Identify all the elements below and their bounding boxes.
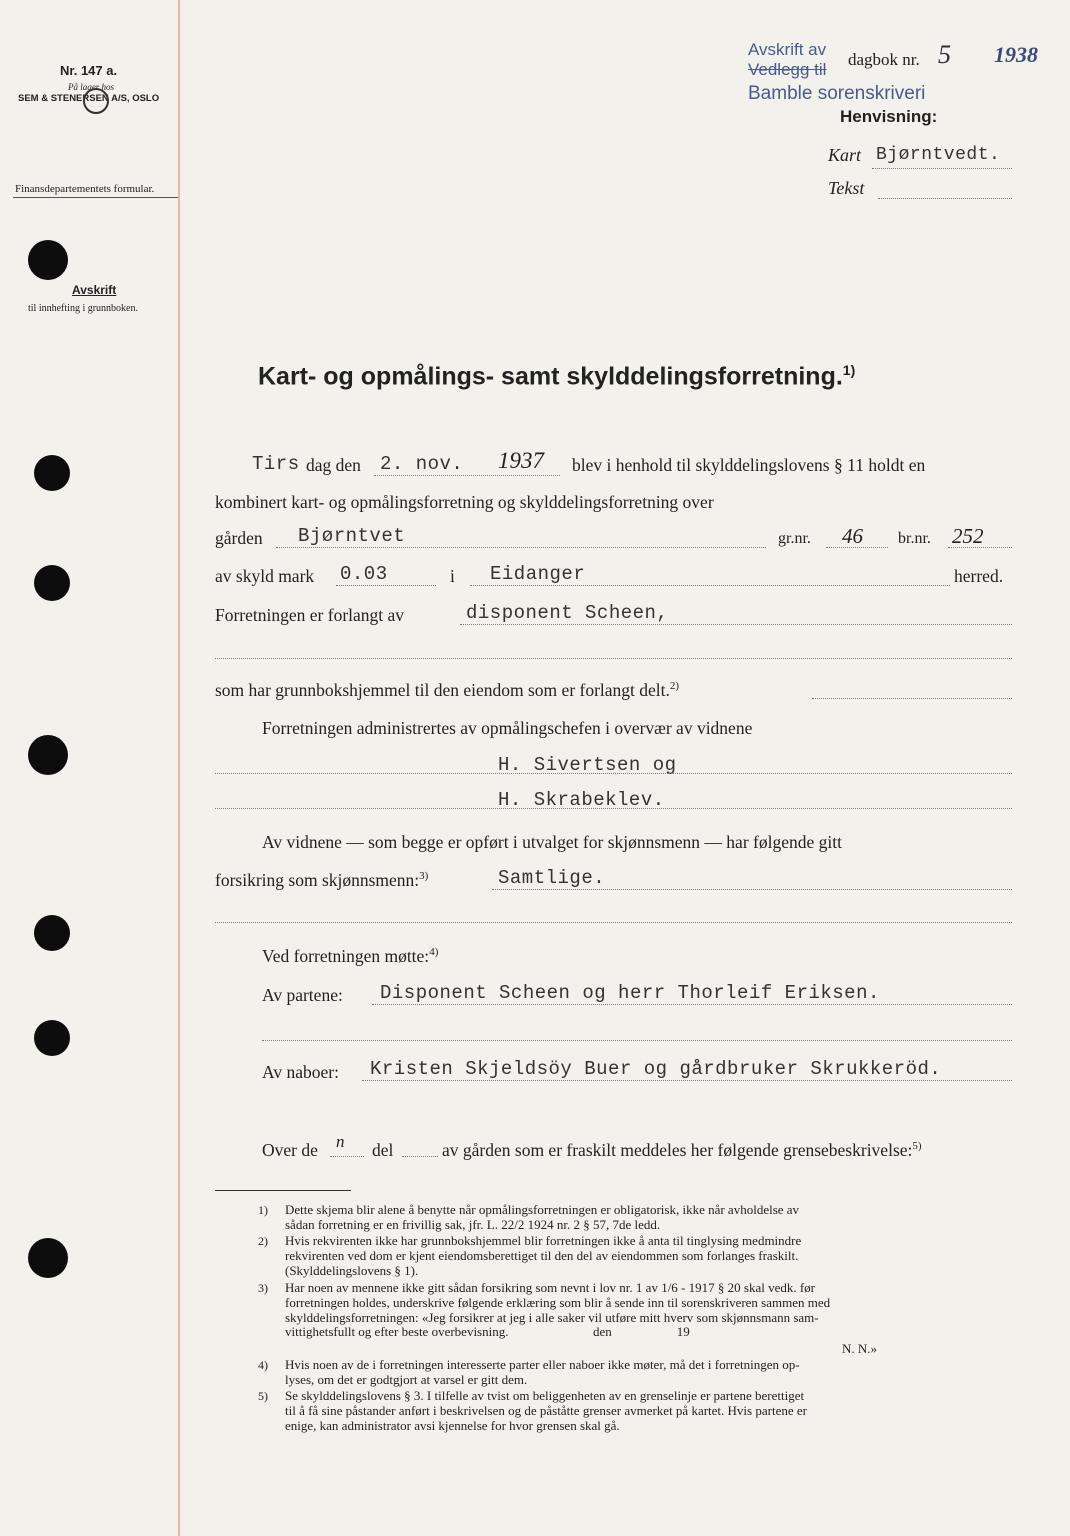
grunnbok-line [812,698,1012,699]
avskrift-note: til innhefting i grunnboken. [28,303,138,314]
garden-line [276,547,766,548]
footnote-line: Hvis rekvirenten ikke har grunnbokshjemmel blir forretningen ikke å anta til tinglysing medmindre [285,1233,802,1248]
stamp-year: 1938 [994,42,1038,67]
footnote-line: Hvis noen av de i forretningen interesserte parter eller naboer ikke møter, må det i forretningen op- [285,1357,800,1372]
partene-line [372,1004,1012,1005]
footnote-line: Se skylddelingslovens § 3. I tilfelle av tvist om beliggenheten av en grenselinje er partene berettiget [285,1388,805,1403]
vidne-1: H. Sivertsen og [498,754,677,776]
footnote-divider [215,1190,351,1191]
skyld-value: 0.03 [340,563,388,585]
grnr-value: 46 [842,524,863,548]
henvisning-label: Henvisning: [840,107,938,126]
kart-label: Kart [828,145,862,165]
binder-hole [28,240,68,280]
printer-logo [83,88,109,114]
blank-line [215,922,1012,923]
dag-den: dag den [306,455,361,475]
footnote-number: 2) [258,1234,268,1248]
herred-line [470,585,950,586]
margin-rule [178,0,180,1536]
footnote-line: enige, kan administrator avsi kjennelse for hvor grensen skal gå. [285,1417,620,1433]
grnr-label: gr.nr. [778,530,811,547]
binder-hole [34,1020,70,1056]
footnote-5 [285,1389,807,1433]
binder-hole [34,915,70,951]
footnote-line: vittighetsfullt og efter beste overbevisning. den 19 [285,1324,690,1340]
footnote-3 [285,1281,830,1340]
naboer-label: Av naboer: [262,1062,339,1082]
partene-value: Disponent Scheen og herr Thorleif Eriksen. [380,982,880,1004]
brnr-label: br.nr. [898,530,931,547]
date-line [374,475,560,476]
vidne-line-2 [215,808,1012,809]
printer-line: På lager hos [68,82,114,92]
garden-value: Bjørntvet [298,525,406,547]
blank-line [262,1040,1012,1041]
kart-line [872,168,1012,169]
brnr-line [948,547,1012,548]
over-de-value: n [336,1132,345,1151]
footnote-signature: N. N.» [842,1341,878,1356]
binder-hole [28,1238,68,1278]
printer-name: SEM & STENERSEN A/S, OSLO [18,93,160,104]
tekst-line [878,198,1012,199]
footnote-line: rekvirenten ved dom er kjent eiendomsberettiget til den del av eiendommen som forlanges fraskilt. [285,1247,799,1263]
skyld-line [336,585,436,586]
grunnbok-sentence: som har grunnbokshjemmel til den eiendom som er forlangt delt. [215,680,670,700]
motte-note: 4) [429,946,439,959]
line1-rest: blev i henhold til skylddelingslovens § 11 holdt en [572,455,926,475]
date-value: 2. nov. [380,453,464,475]
title-note: 1) [842,362,856,378]
footnote-number: 1) [258,1203,268,1217]
naboer-line [362,1080,1012,1081]
form-number: Nr. 147 a. [60,63,118,78]
footnote-number: 3) [258,1281,268,1295]
footnote-line: sådan forretning er en frivillig sak, jfr. L. 22/2 1924 nr. 2 § 57, 7de ledd. [285,1216,661,1232]
footnote-number: 4) [258,1358,268,1372]
footnote-4 [285,1358,800,1388]
dagbok-number: 5 [938,40,951,69]
forsikring-value: Samtlige. [498,867,606,889]
footnote-line: forretningen holdes, underskrive følgende erklæring som blir å sende inn til sorenskriveren sammen med [285,1294,831,1310]
kart-value: Bjørntvedt. [876,145,1001,165]
herred-label: herred. [954,566,1004,586]
footnote-line: Har noen av mennene ikke gitt sådan forsikring som nevnt i lov nr. 1 av 1/6 - 1917 § 20 skal vedk. før [285,1280,816,1295]
forlangt-line [460,624,1012,625]
over-de-line [330,1156,364,1157]
forsikring-line [492,889,1012,890]
skyld-label: av skyld mark [215,566,315,586]
herred-name: Eidanger [490,563,586,585]
forlangt-value: disponent Scheen, [466,602,669,624]
tekst-label: Tekst [828,178,865,198]
vidne-line-1 [215,773,1012,774]
stamp-avskrift: Avskrift av [748,40,827,59]
del-label: del [372,1140,394,1160]
stamp-vedlegg: Vedlegg til [748,60,827,79]
footnote-1 [285,1203,799,1233]
av-vidnene-text: Av vidnene — som begge er opført i utvalget for skjønnsmenn — har følgende gitt [262,832,842,852]
line2: kombinert kart- og opmålingsforretning og skylddelingsforretning over [215,492,714,512]
vidne-2: H. Skrabeklev. [498,789,665,811]
binder-hole [34,455,70,491]
stamp-office: Bamble sorenskriveri [748,83,926,104]
page-title [258,362,855,391]
administrert-text: Forretningen administrertes av opmålingschefen i overvær av vidnene [262,718,753,738]
del-line [402,1156,438,1157]
footnote-line: (Skylddelingslovens § 1). [285,1262,419,1278]
footnote-line: lyses, om det er godtgjort at varsel er gitt dem. [285,1371,528,1387]
partene-label: Av partene: [262,985,343,1005]
garden-label: gården [215,528,263,548]
over-rest-text [442,1140,922,1161]
weekday: Tirs [252,453,300,475]
title-text: Kart- og opmålings- samt skylddelingsforretning. [258,362,843,391]
divider [13,197,178,198]
avskrift-label: Avskrift [72,283,117,297]
ministry-label: Finansdepartementets formular. [15,183,155,195]
grnr-line [826,547,888,548]
over-note: 5) [912,1140,922,1153]
forlangt-label: Forretningen er forlangt av [215,605,405,625]
grunnbok-note: 2) [669,680,680,693]
over-rest-sentence: av gården som er fraskilt meddeles her følgende grensebeskrivelse: [442,1140,913,1160]
binder-hole [28,735,68,775]
footnote-line: Dette skjema blir alene å benytte når opmålingsforretningen er obligatorisk, ikke når avholdelse av [285,1202,800,1217]
footnote-line: til å få sine påstander anført i beskrivelsen og de påståtte grenser avmerket på kartet. Hvis partene er [285,1402,807,1418]
grunnbok-text [215,680,679,701]
dagbok-label: dagbok nr. [848,50,920,69]
footnote-2 [285,1234,801,1278]
binder-hole [34,565,70,601]
motte-label: Ved forretningen møtte: [262,946,430,966]
i-label: i [450,566,455,586]
over-de-label: Over de [262,1140,318,1160]
naboer-value: Kristen Skjeldsöy Buer og gårdbruker Skrukkeröd. [370,1058,942,1080]
brnr-value: 252 [952,524,984,548]
year-value: 1937 [498,448,544,473]
forsikring-label: forsikring som skjønnsmenn: [215,870,420,890]
forsikring-note: 3) [419,870,429,883]
blank-line [215,658,1012,659]
footnote-line: skylddelingsforretningen: «Jeg forsikrer at jeg i alle saker vil utføre mitt hverv som skjønnsmann sam- [285,1309,819,1325]
footnote-number: 5) [258,1389,268,1403]
motte-text [262,946,438,967]
forsikring-text [215,870,428,891]
